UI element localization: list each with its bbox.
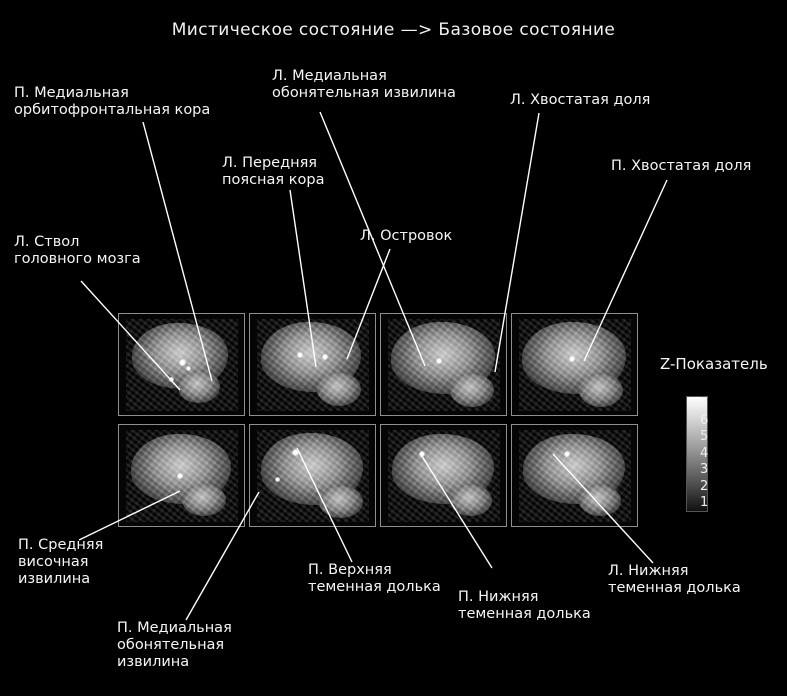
- label-left-inferior-parietal-lobule: Л. Нижняя теменная долька: [608, 563, 741, 596]
- label-left-insula: Л. Островок: [360, 228, 453, 244]
- label-left-brainstem: Л. Ствол головного мозга: [14, 234, 141, 267]
- activation-blob: [297, 352, 303, 358]
- label-left-medial-olfactory-gyrus: Л. Медиальная обонятельная извилина: [272, 68, 456, 101]
- label-right-inferior-parietal-lobule: П. Нижняя теменная долька: [458, 589, 591, 622]
- activation-blob: [322, 354, 328, 360]
- brain-slice-image: [257, 319, 369, 411]
- brain-slice-panel-3: [380, 313, 507, 416]
- activation-blob: [419, 451, 425, 457]
- colorbar-tick: 7: [700, 396, 709, 411]
- activation-blob: [275, 477, 280, 482]
- activation-blob: [179, 359, 186, 366]
- activation-blob: [569, 356, 575, 362]
- colorbar-tick: 1: [700, 495, 709, 510]
- brain-slice-panel-1: [118, 313, 245, 416]
- brain-slice-panel-7: [380, 424, 507, 527]
- brain-slice-panel-5: [118, 424, 245, 527]
- activation-blob: [564, 451, 570, 457]
- activation-blob: [186, 366, 191, 371]
- brain-slice-image: [388, 319, 500, 411]
- label-right-caudate-lobe: П. Хвостатая доля: [611, 158, 752, 174]
- label-right-superior-parietal-lobule: П. Верхняя теменная долька: [308, 562, 441, 595]
- brain-slice-panel-4: [511, 313, 638, 416]
- brain-slice-image: [257, 430, 369, 522]
- activation-blob: [177, 473, 183, 479]
- figure-title: Мистическое состояние —> Базовое состояние: [171, 20, 616, 40]
- colorbar-tick-labels: [700, 396, 708, 512]
- activation-blob: [169, 377, 174, 382]
- colorbar-tick: 6: [700, 412, 709, 428]
- label-right-medial-orbitofrontal-cortex: П. Медиальная орбитофронтальная кора: [14, 85, 211, 118]
- label-right-middle-temporal-gyrus: П. Средняя височная извилина: [18, 537, 104, 587]
- activation-blob: [436, 358, 442, 364]
- brain-slice-image: [388, 430, 500, 522]
- label-left-anterior-cingulate-cortex: Л. Передняя поясная кора: [222, 155, 325, 188]
- colorbar-title: Z-Показатель: [660, 355, 768, 373]
- brain-slice-grid: [118, 313, 640, 528]
- brain-slice-panel-8: [511, 424, 638, 527]
- brain-slice-image: [519, 430, 631, 522]
- label-left-caudate-lobe: Л. Хвостатая доля: [510, 92, 651, 108]
- colorbar-tick: 5: [700, 429, 709, 444]
- brain-slice-panel-6: [249, 424, 376, 527]
- label-right-medial-olfactory-gyrus: П. Медиальная обонятельная извилина: [117, 620, 232, 670]
- colorbar-tick: 3: [700, 462, 709, 477]
- brain-slice-image: [519, 319, 631, 411]
- colorbar-tick: 4: [700, 445, 709, 461]
- colorbar-tick: 2: [700, 478, 709, 494]
- brain-slice-panel-2: [249, 313, 376, 416]
- activation-blob: [292, 449, 299, 456]
